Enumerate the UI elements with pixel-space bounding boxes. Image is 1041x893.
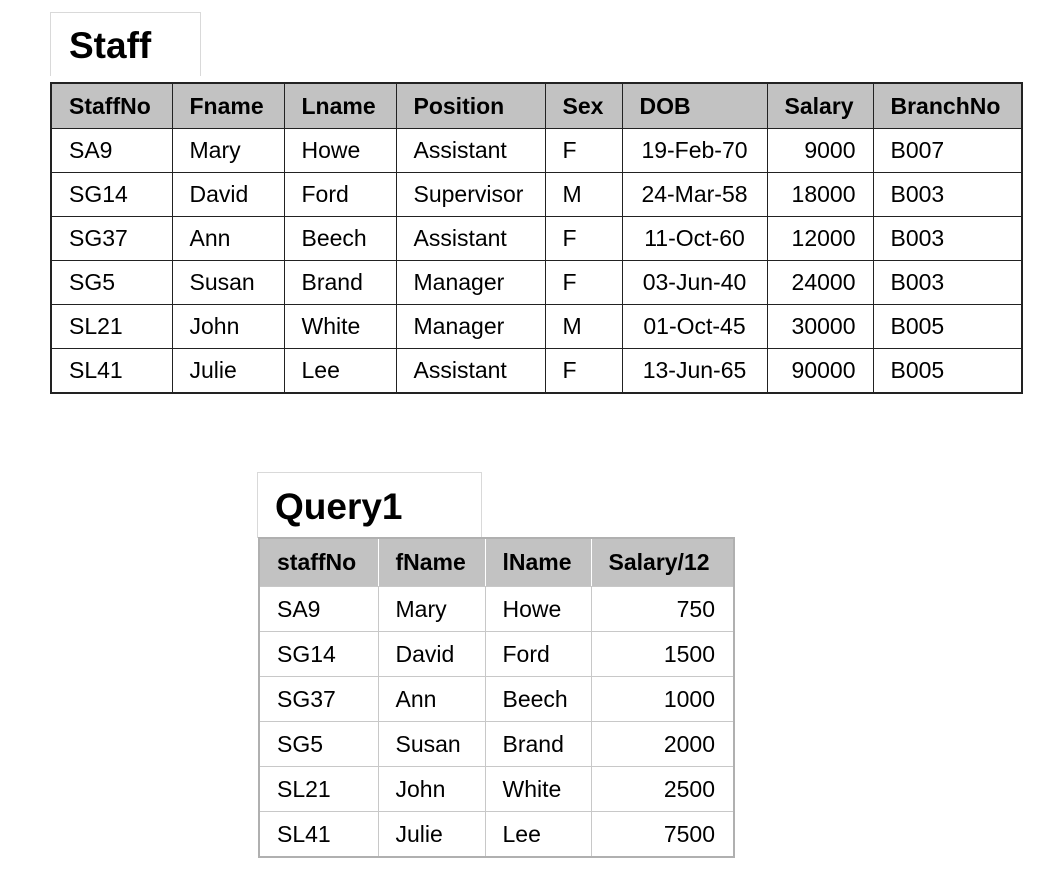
table-cell: Brand — [485, 722, 591, 767]
table-cell: SL41 — [51, 349, 172, 394]
staff-column-header: Lname — [284, 83, 396, 129]
table-cell: B003 — [873, 261, 1022, 305]
table-cell: Ford — [284, 173, 396, 217]
table-cell: Ann — [378, 677, 485, 722]
table-cell: Julie — [378, 812, 485, 858]
staff-column-header: Salary — [767, 83, 873, 129]
table-cell: SA9 — [51, 129, 172, 173]
table-cell: White — [284, 305, 396, 349]
table-cell: Ann — [172, 217, 284, 261]
table-cell: 01-Oct-45 — [622, 305, 767, 349]
query1-column-header: Salary/12 — [591, 538, 734, 587]
table-row — [51, 261, 1022, 305]
table-row — [259, 722, 734, 767]
table-row — [51, 217, 1022, 261]
staff-column-header: Sex — [545, 83, 622, 129]
table-cell: F — [545, 261, 622, 305]
table-cell: M — [545, 173, 622, 217]
table-cell: Beech — [485, 677, 591, 722]
table-cell: SL41 — [259, 812, 378, 858]
table-cell: Ford — [485, 632, 591, 677]
table-row — [259, 587, 734, 632]
table-cell: Susan — [378, 722, 485, 767]
table-cell: Supervisor — [396, 173, 545, 217]
table-cell: 9000 — [767, 129, 873, 173]
query1-column-header: fName — [378, 538, 485, 587]
table-cell: 2000 — [591, 722, 734, 767]
staff-table — [50, 82, 1023, 394]
table-cell: F — [545, 217, 622, 261]
table-cell: B007 — [873, 129, 1022, 173]
table-cell: SL21 — [259, 767, 378, 812]
query1-column-header: staffNo — [259, 538, 378, 587]
table-cell: 19-Feb-70 — [622, 129, 767, 173]
table-row — [259, 767, 734, 812]
staff-column-header: Position — [396, 83, 545, 129]
table-row — [51, 173, 1022, 217]
table-cell: SG37 — [51, 217, 172, 261]
query1-table-body — [259, 587, 734, 858]
table-cell: Manager — [396, 305, 545, 349]
staff-column-header: BranchNo — [873, 83, 1022, 129]
table-cell: 11-Oct-60 — [622, 217, 767, 261]
query1-table-title: Query1 — [257, 472, 482, 538]
table-cell: David — [172, 173, 284, 217]
table-cell: F — [545, 129, 622, 173]
table-cell: White — [485, 767, 591, 812]
table-cell: Mary — [378, 587, 485, 632]
staff-table-body — [51, 129, 1022, 394]
table-cell: 03-Jun-40 — [622, 261, 767, 305]
table-cell: Mary — [172, 129, 284, 173]
table-cell: David — [378, 632, 485, 677]
table-cell: B005 — [873, 305, 1022, 349]
staff-table-title: Staff — [50, 12, 201, 76]
table-cell: Assistant — [396, 129, 545, 173]
table-cell: John — [378, 767, 485, 812]
table-cell: F — [545, 349, 622, 394]
table-cell: B003 — [873, 217, 1022, 261]
table-cell: Lee — [284, 349, 396, 394]
table-cell: Assistant — [396, 217, 545, 261]
table-row — [51, 349, 1022, 394]
table-cell: 750 — [591, 587, 734, 632]
table-cell: John — [172, 305, 284, 349]
staff-column-header: DOB — [622, 83, 767, 129]
table-cell: 90000 — [767, 349, 873, 394]
table-row — [51, 129, 1022, 173]
staff-column-header: Fname — [172, 83, 284, 129]
table-row — [259, 812, 734, 858]
staff-header-row — [51, 83, 1022, 129]
table-cell: Manager — [396, 261, 545, 305]
table-cell: 12000 — [767, 217, 873, 261]
table-cell: Susan — [172, 261, 284, 305]
table-cell: Lee — [485, 812, 591, 858]
table-cell: 1000 — [591, 677, 734, 722]
table-cell: B003 — [873, 173, 1022, 217]
table-cell: SG14 — [51, 173, 172, 217]
query1-header-row — [259, 538, 734, 587]
table-cell: B005 — [873, 349, 1022, 394]
table-cell: SG37 — [259, 677, 378, 722]
table-cell: 30000 — [767, 305, 873, 349]
table-cell: Assistant — [396, 349, 545, 394]
table-cell: SG14 — [259, 632, 378, 677]
query1-column-header: lName — [485, 538, 591, 587]
table-cell: 24000 — [767, 261, 873, 305]
table-cell: SG5 — [51, 261, 172, 305]
table-cell: 7500 — [591, 812, 734, 858]
table-row — [259, 677, 734, 722]
table-row — [51, 305, 1022, 349]
table-row — [259, 632, 734, 677]
table-cell: SG5 — [259, 722, 378, 767]
table-cell: Julie — [172, 349, 284, 394]
table-cell: SA9 — [259, 587, 378, 632]
table-cell: Beech — [284, 217, 396, 261]
table-cell: 13-Jun-65 — [622, 349, 767, 394]
staff-column-header: StaffNo — [51, 83, 172, 129]
query1-table — [258, 537, 735, 858]
table-cell: Brand — [284, 261, 396, 305]
table-cell: 24-Mar-58 — [622, 173, 767, 217]
table-cell: M — [545, 305, 622, 349]
table-cell: 1500 — [591, 632, 734, 677]
table-cell: SL21 — [51, 305, 172, 349]
table-cell: 2500 — [591, 767, 734, 812]
table-cell: Howe — [485, 587, 591, 632]
table-cell: Howe — [284, 129, 396, 173]
table-cell: 18000 — [767, 173, 873, 217]
